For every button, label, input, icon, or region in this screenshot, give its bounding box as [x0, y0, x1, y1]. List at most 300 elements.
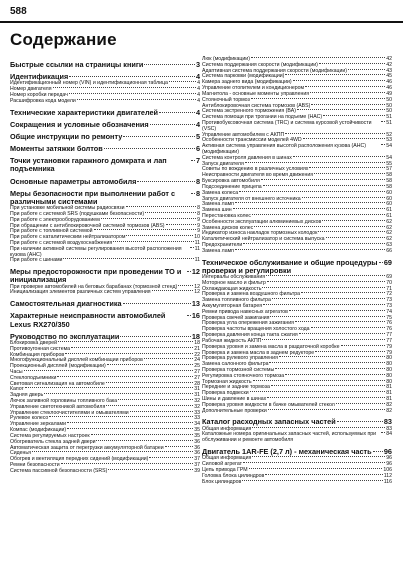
toc-entry-page: 80 — [386, 378, 392, 385]
toc-entry-page: 82 — [386, 401, 392, 408]
toc-entry-title: Аккумуляторная батарея — [202, 303, 263, 310]
toc-entry-title: Система парковки (модификации) — [202, 73, 285, 80]
toc-leader-dots — [289, 310, 385, 311]
toc-leader-dots — [285, 74, 385, 75]
toc-entry-title: Система экстренного торможения (BA) — [202, 108, 296, 115]
toc-leader-dots — [373, 451, 383, 452]
toc-entry-title: Замена дисков колес — [202, 224, 254, 231]
toc-entry-page: 55 — [386, 160, 392, 167]
toc-entry-title: Проверка уровня и замена масла в раздаточной коробке — [202, 343, 340, 350]
toc-leader-dots — [63, 258, 193, 259]
toc-section-entry[interactable] — [10, 61, 200, 69]
toc-subsection-entry[interactable] — [10, 99, 200, 105]
toc-subsection-entry[interactable] — [202, 480, 392, 486]
toc-entry-title: Проверка и замена масла в заднем редукторе — [202, 349, 315, 356]
toc-entry-title: Руководство по эксплуатации — [10, 331, 120, 341]
toc-entry-title: Лючок заливной горловины топливного бака — [10, 398, 118, 405]
toc-entry-title: При работе с шинами — [10, 257, 63, 264]
toc-section-entry[interactable] — [10, 157, 200, 173]
toc-entry-page: 54 — [386, 154, 392, 161]
toc-leader-dots — [268, 409, 385, 410]
toc-entry-title: При установке мобильной системы радиосвязи — [10, 205, 125, 212]
toc-entry-page: 31 — [194, 392, 200, 399]
toc-entry-title: Технические характеристики двигателей — [10, 107, 159, 117]
toc-entry-page: 36 — [194, 450, 200, 457]
toc-entry-page: 81 — [386, 396, 392, 403]
toc-leader-dots — [71, 347, 193, 348]
toc-leader-dots — [295, 321, 385, 322]
toc-section-entry[interactable] — [10, 190, 200, 206]
toc-leader-dots — [263, 304, 385, 305]
toc-entry-page: 80 — [386, 361, 392, 368]
toc-entry-title: Предохранители — [202, 242, 243, 248]
toc-leader-dots — [315, 351, 385, 352]
toc-leader-dots — [165, 446, 194, 447]
toc-leader-dots — [267, 281, 385, 282]
toc-entry-page: 24 — [194, 357, 200, 364]
toc-entry-page: 69 — [383, 257, 392, 267]
toc-entry-page: 46 — [386, 79, 392, 86]
toc-entry-title: Комбинация приборов — [10, 351, 65, 358]
toc-section-entry[interactable] — [10, 109, 200, 117]
toc-entry-title: Противобуксовочная система (TRC) и система курсовой устойчивости (VSC) — [202, 119, 372, 132]
toc-entry-title: Управление отопителем и кондиционером — [202, 85, 305, 92]
toc-entry-page: 9 — [197, 222, 200, 229]
toc-leader-dots — [150, 124, 195, 125]
toc-entry-title: Система помощи при трогании на подъеме (HAC) — [202, 114, 323, 121]
toc-entry-title: Люк (модификации) — [202, 56, 250, 62]
toc-entry-page: 51 — [386, 114, 392, 121]
toc-leader-dots — [130, 411, 194, 412]
toc-leader-dots — [191, 160, 195, 161]
toc-entry-page: 11 — [194, 257, 200, 264]
toc-entry-page: 22 — [194, 351, 200, 358]
toc-leader-dots — [25, 387, 193, 388]
toc-entry-page: 5 — [195, 131, 200, 141]
toc-section-entry[interactable] — [10, 145, 200, 153]
toc-entry-title: При работе с топливной системой — [10, 228, 93, 235]
toc-section-entry[interactable] — [10, 268, 200, 284]
toc-entry-page: 52 — [386, 131, 392, 138]
toc-leader-dots — [178, 285, 193, 286]
toc-leader-dots — [169, 81, 196, 82]
toc-leader-dots — [67, 422, 193, 423]
toc-entry-page: 62 — [386, 224, 392, 231]
toc-entry-page: 53 — [386, 137, 392, 144]
toc-entry-title: Замена топливного фильтра — [202, 297, 271, 304]
toc-entry-page: 75 — [386, 314, 392, 321]
toc-entry-title: Задняя дверь — [10, 392, 44, 399]
toc-entry-page: 77 — [386, 337, 392, 344]
toc-entry-title: Меры предосторожности при проведении ТО и инициализация — [10, 267, 182, 285]
toc-entry-title: Техническое обслуживание и общие процедуры проверки и регулировки — [202, 257, 378, 275]
toc-entry-page: 37 — [194, 461, 200, 468]
toc-leader-dots — [120, 336, 191, 337]
toc-entry-title: Проверка свечей зажигания — [202, 314, 270, 321]
toc-leader-dots — [144, 64, 195, 65]
toc-entry-title: Адаптивная система поддержания скорости (модификации) — [202, 67, 347, 74]
toc-leader-dots — [106, 405, 193, 406]
toc-leader-dots — [252, 214, 385, 215]
toc-leader-dots — [285, 133, 385, 134]
toc-leader-dots — [323, 115, 385, 116]
toc-entry-page: 31 — [194, 386, 200, 393]
toc-leader-dots — [303, 138, 386, 139]
toc-leader-dots — [311, 327, 386, 328]
toc-entry-page: 54 — [386, 143, 392, 150]
toc-entry-title: Магнитола - основные моменты управления — [202, 90, 310, 97]
toc-entry-page: 16 — [191, 311, 200, 321]
toc-entry-page: 60 — [386, 195, 392, 202]
toc-entry-page: 80 — [386, 355, 392, 362]
toc-entry-title: Управление светотехникой автомобиля — [10, 403, 106, 410]
toc-entry-page: 57 — [386, 166, 392, 173]
toc-entry-title: Каталог расходных запасных частей — [202, 417, 336, 427]
toc-entry-page: 28 — [194, 380, 200, 387]
toc-entry-page: 12 — [191, 267, 200, 277]
toc-entry-page: 69 — [386, 273, 392, 280]
toc-leader-dots — [123, 136, 195, 137]
toc-entry-page: 96 — [383, 447, 392, 457]
toc-entry-title: Инициализация элементов различных систем управления — [10, 289, 151, 296]
toc-leader-dots — [233, 208, 386, 209]
toc-entry-page: 50 — [386, 102, 392, 109]
toc-leader-dots — [118, 399, 193, 400]
toc-entry-page: 37 — [194, 456, 200, 463]
toc-entry-page: 80 — [386, 366, 392, 373]
toc-leader-dots — [318, 231, 385, 232]
toc-leader-dots — [137, 181, 195, 182]
toc-entry-title: Идентификационный номер (VIN) и идентификационная таблица — [10, 80, 168, 87]
toc-entry-page: 72 — [386, 291, 392, 298]
toc-leader-dots — [65, 353, 193, 354]
toc-leader-dots — [319, 63, 385, 64]
toc-leader-dots — [243, 243, 385, 244]
toc-entry-title: Неисправности двигателя во время движения — [202, 172, 314, 179]
toc-entry-page: 36 — [194, 438, 200, 445]
toc-entry-title: Управление автомобилем с АКПП — [202, 131, 285, 138]
toc-entry-title: Камера заднего вида (модификации) — [202, 79, 292, 86]
toc-leader-dots — [166, 224, 197, 225]
toc-entry-page: 13 — [191, 299, 200, 309]
toc-leader-dots — [310, 92, 385, 93]
toc-leader-dots — [322, 220, 385, 221]
toc-entry-page: 4 — [197, 91, 200, 98]
toc-entry-page: 4 — [197, 97, 200, 104]
toc-entry-title: Общие инструкции по ремонту — [10, 131, 123, 141]
toc-entry-page: 42 — [386, 56, 392, 62]
toc-entry-page: 12 — [194, 283, 200, 290]
toc-leader-dots — [53, 87, 197, 88]
toc-entry-title: Многофункциональный дисплей комбинации приборов — [10, 357, 143, 364]
toc-entry-title: Проверка подвески — [202, 390, 249, 397]
toc-entry-title: При работе с системой SRS (подушками безопасности) — [10, 210, 145, 217]
toc-leader-dots — [113, 241, 193, 242]
toc-leader-dots — [106, 382, 193, 383]
toc-leader-dots — [253, 380, 386, 381]
toc-leader-dots — [152, 290, 194, 291]
toc-leader-dots — [314, 173, 385, 174]
toc-entry-title: Особенности трансмиссии моделей 4WD — [202, 137, 302, 144]
toc-leader-dots — [381, 144, 385, 145]
toc-entry-page: 8 — [197, 210, 200, 217]
toc-entry-page: 8 — [195, 176, 200, 186]
toc-entry-title: Двигатель 1AR-FE (2,7 л) - механическая часть — [202, 447, 372, 457]
toc-entry-title: Проверка частоты вращения холостого хода — [202, 326, 310, 333]
toc-entry-page: 10 — [194, 234, 200, 241]
toc-entry-title: Запуск двигателя от внешнего источника — [202, 195, 301, 202]
toc-leader-dots — [293, 80, 386, 81]
toc-entry-page: 4 — [195, 107, 200, 117]
toc-entry-page: 76 — [386, 326, 392, 333]
toc-leader-dots — [187, 271, 191, 272]
toc-entry-title: Проверка и замена воздушного фильтра — [202, 291, 300, 298]
toc-entry-title: Автоматическая защита от перегрузки аккумуляторной батареи — [10, 444, 164, 451]
toc-entry-title: Моторное масло и фильтр — [202, 279, 266, 286]
toc-subsection-entry[interactable] — [10, 469, 200, 475]
toc-entry-title: Замена ламп — [202, 247, 234, 254]
toc-leader-dots — [126, 235, 193, 236]
toc-leader-dots — [61, 463, 194, 464]
toc-leader-dots — [67, 428, 193, 429]
toc-leader-dots — [69, 93, 196, 94]
toc-leader-dots — [44, 393, 193, 394]
toc-leader-dots — [348, 69, 385, 70]
toc-leader-dots — [269, 362, 385, 363]
toc-entry-page: 8 — [195, 188, 200, 198]
toc-entry-page: 60 — [386, 189, 392, 196]
toc-right-column — [202, 57, 392, 485]
toc-entry-title: Характерные неисправности автомобилей Lexus RX270/350 — [10, 311, 166, 329]
toc-entry-page: 45 — [386, 73, 392, 80]
toc-entry-page: 96 — [386, 455, 392, 462]
toc-entry-title: Основные параметры автомобиля — [10, 176, 137, 186]
toc-entry-page: 12 — [194, 289, 200, 296]
toc-entry-title: Расшифровка кода модели — [10, 97, 76, 104]
toc-entry-page: 60 — [386, 201, 392, 208]
toc-leader-dots — [262, 339, 385, 340]
toc-leader-dots — [379, 262, 383, 263]
toc-leader-dots — [262, 287, 385, 288]
page-title: Содержание — [10, 30, 117, 49]
toc-left-column — [10, 57, 200, 475]
toc-leader-dots — [337, 421, 383, 422]
toc-subsection-entry[interactable] — [10, 290, 200, 296]
toc-entry-title: При работе с электрооборудованием — [10, 216, 100, 223]
toc-subsection-entry[interactable] — [202, 409, 392, 415]
toc-leader-dots — [235, 202, 385, 203]
toc-entry-title: Интервалы обслуживания — [202, 273, 266, 280]
toc-leader-dots — [144, 358, 193, 359]
toc-entry-title: Управление стеклоочистителями и омывателями — [10, 409, 129, 416]
toc-entry-title: Силовой агрегат — [202, 461, 243, 468]
toc-entry-title: Передние и задние тормоза — [202, 384, 270, 391]
toc-leader-dots — [91, 434, 194, 435]
toc-entry-title: Быстрые ссылки на страницы книги — [10, 60, 144, 69]
toc-entry-page: 8 — [197, 205, 200, 212]
toc-leader-dots — [270, 316, 385, 317]
toc-entry-page: 35 — [194, 427, 200, 434]
toc-entry-page: 62 — [386, 236, 392, 243]
toc-entry-page: 61 — [386, 212, 392, 219]
toc-leader-dots — [49, 416, 193, 417]
toc-entry-title: Проекционный дисплей (модификации) — [10, 363, 106, 370]
toc-entry-title: Идентификация — [10, 72, 69, 82]
toc-leader-dots — [190, 247, 194, 248]
toc-leader-dots — [101, 218, 196, 219]
toc-section-entry[interactable] — [10, 133, 200, 141]
toc-leader-dots — [77, 99, 196, 100]
toc-entry-title: Моменты затяжки болтов — [10, 144, 103, 154]
toc-entry-title: При работе с системой воздухоснабжения — [10, 240, 113, 247]
toc-entry-title: Индикатор износа накладок тормозных колодок — [202, 230, 318, 237]
toc-leader-dots — [252, 427, 385, 428]
toc-entry-page: 112 — [383, 472, 392, 479]
toc-entry-page: 71 — [386, 285, 392, 292]
toc-entry-page: 81 — [386, 390, 392, 397]
toc-entry-title: Каталожные номера оригинальных запасных частей, используемых при обслуживании и ремонте автомобиля — [202, 431, 377, 444]
toc-entry-page: 106 — [383, 466, 392, 473]
toc-entry-title: При обращении с антиблокировочной системой тормозов (ABS) — [10, 222, 165, 229]
toc-entry-title: Особенности эксплуатации алюминиевых дисков — [202, 218, 322, 225]
toc-entry-page: 27 — [194, 368, 200, 375]
toc-entry-title: Система пассивной безопасности (SRS) — [10, 467, 108, 474]
toc-entry-page: 79 — [386, 349, 392, 356]
toc-entry-page: 70 — [386, 279, 392, 286]
toc-subsection-entry[interactable] — [202, 432, 392, 444]
toc-entry-page: 46 — [386, 85, 392, 92]
toc-subsection-entry[interactable] — [202, 249, 392, 255]
toc-entry-page: 33 — [194, 415, 200, 422]
toc-subsection-entry[interactable] — [10, 258, 200, 264]
toc-entry-title: Меры безопасности при выполнении работ с различными системами — [10, 188, 175, 206]
toc-entry-page: 63 — [386, 242, 392, 248]
toc-entry-title: Проверка угла опережения зажигания — [202, 320, 294, 327]
toc-entry-page: 6 — [195, 144, 200, 154]
toc-section-entry[interactable] — [10, 178, 200, 186]
toc-leader-dots — [149, 457, 193, 458]
toc-entry-page: 35 — [194, 432, 200, 439]
page-number: 588 — [10, 6, 27, 17]
toc-entry-page: 76 — [386, 320, 392, 327]
toc-leader-dots — [24, 370, 194, 371]
toc-entry-title: Самостоятельная диагностика — [10, 299, 122, 309]
toc-entry-title: Рабочая жидкость АКПП — [202, 337, 262, 344]
toc-entry-title: Капот — [10, 386, 24, 393]
toc-entry-page: 73 — [386, 297, 392, 304]
toc-entry-title: Рулевое колесо — [10, 415, 49, 422]
toc-entry-title: Цепь привода ГРМ — [202, 466, 248, 473]
toc-entry-page: 74 — [386, 308, 392, 315]
toc-entry-page: 36 — [194, 444, 200, 451]
toc-entry-page: 80 — [386, 372, 392, 379]
toc-leader-dots — [275, 368, 385, 369]
toc-entry-page: 39 — [194, 467, 200, 474]
toc-leader-dots — [271, 385, 385, 386]
toc-entry-title: Номер коробки передач — [10, 91, 68, 98]
toc-leader-dots — [251, 57, 385, 58]
toc-entry-title: Общая информация — [202, 455, 252, 462]
toc-entry-page: 58 — [386, 172, 392, 179]
toc-leader-dots — [239, 191, 385, 192]
toc-leader-dots — [336, 403, 385, 404]
toc-section-entry[interactable] — [10, 300, 200, 308]
toc-entry-title: Блок цилиндров — [202, 478, 242, 485]
toc-leader-dots — [381, 432, 385, 433]
toc-leader-dots — [69, 76, 195, 77]
toc-subsection-entry[interactable] — [202, 121, 392, 133]
toc-entry-page: 4 — [195, 72, 200, 82]
toc-entry-page: 62 — [386, 218, 392, 225]
toc-section-entry[interactable] — [10, 121, 200, 129]
toc-entry-page: 82 — [386, 407, 392, 414]
toc-entry-page: 62 — [386, 230, 392, 237]
toc-leader-dots — [252, 456, 385, 457]
toc-leader-dots — [250, 391, 386, 392]
toc-entry-page: 27 — [194, 374, 200, 381]
toc-entry-page: 84 — [386, 431, 392, 438]
toc-leader-dots — [94, 229, 197, 230]
toc-leader-dots — [191, 193, 195, 194]
toc-entry-page: 25 — [194, 363, 200, 370]
toc-entry-page: 43 — [386, 67, 392, 74]
toc-leader-dots — [104, 148, 195, 149]
toc-entry-title: Обогреватель стекла задней двери — [10, 438, 96, 445]
toc-leader-dots — [341, 345, 386, 346]
toc-entry-page: 32 — [194, 398, 200, 405]
toc-entry-title: Компас (модификации) — [10, 427, 67, 434]
toc-entry-title: Активная система управления высотой расположения кузова (AHC) (модификации) — [202, 143, 366, 155]
toc-leader-dots — [297, 109, 385, 110]
toc-leader-dots — [108, 469, 193, 470]
toc-entry-title: Противоугонная система — [10, 345, 71, 352]
toc-entry-title: Общая информация — [202, 425, 252, 432]
toc-entry-title: Обогрев и вентиляция передних сидений (модификации) — [10, 456, 149, 463]
toc-entry-page: 9 — [197, 228, 200, 235]
toc-entry-page: 61 — [386, 207, 392, 214]
toc-leader-dots — [126, 206, 197, 207]
toc-entry-page: 11 — [194, 240, 200, 247]
toc-entry-title: Блокировка дверей — [10, 339, 57, 346]
toc-entry-title: Перестановка колес — [202, 212, 252, 219]
toc-leader-dots — [311, 104, 385, 105]
toc-entry-title: При работе с каталитическим нейтрализатором — [10, 234, 126, 241]
toc-entry-page: 58 — [386, 178, 392, 185]
toc-entry-page: 96 — [386, 461, 392, 468]
toc-leader-dots — [243, 462, 385, 463]
toc-entry-title: Шины и давление в шинах — [202, 396, 267, 403]
toc-entry-title: Сиденья — [10, 450, 31, 457]
toc-leader-dots — [32, 451, 193, 452]
toc-entry-page: 18 — [194, 339, 200, 346]
toc-entry-title: Управление зеркалами — [10, 421, 67, 428]
header-rule — [0, 21, 403, 23]
toc-leader-dots — [96, 440, 193, 441]
toc-entry-page: 49 — [386, 90, 392, 97]
toc-entry-page: 73 — [386, 303, 392, 310]
toc-entry-title: Тормозная жидкость — [202, 378, 252, 385]
toc-leader-dots — [326, 237, 386, 238]
toc-entry-page: 50 — [386, 108, 392, 115]
toc-entry-title: Антиблокировочная система тормозов (ABS) — [202, 102, 311, 109]
toc-section-entry[interactable] — [202, 259, 392, 275]
toc-entry-title: При проверке автомобилей на беговых барабанах (тормозной стенд) — [10, 283, 178, 290]
toc-leader-dots — [279, 356, 385, 357]
toc-section-entry[interactable] — [10, 312, 200, 328]
toc-entry-title: Замена шин — [202, 207, 232, 214]
toc-leader-dots — [245, 162, 385, 163]
toc-leader-dots — [272, 298, 385, 299]
